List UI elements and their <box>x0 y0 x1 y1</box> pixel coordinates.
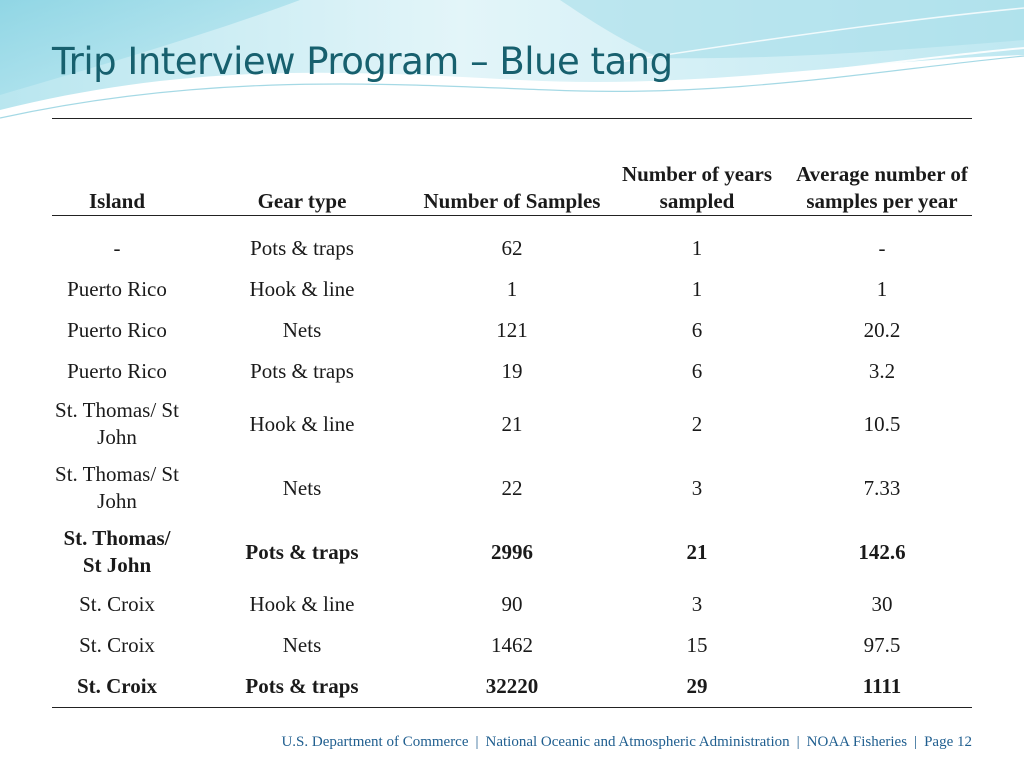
cell-years: 2 <box>691 411 703 436</box>
cell-island: Puerto Rico <box>67 277 167 301</box>
cell-samples: 2996 <box>491 539 533 564</box>
cell-average: 30 <box>871 592 893 616</box>
footer-separator: | <box>796 734 800 750</box>
cell-samples: 90 <box>501 592 523 616</box>
cell-gear-type: Hook & line <box>249 592 355 616</box>
cell-island: Puerto Rico <box>67 359 167 383</box>
cell-years: 15 <box>686 633 708 657</box>
footer-department: U.S. Department of Commerce <box>281 734 469 750</box>
cell-average: 3.2 <box>868 359 896 383</box>
footer-separator: | <box>914 734 918 750</box>
table-row <box>52 456 972 520</box>
header-gear-type: Gear type <box>182 119 422 216</box>
cell-average: - <box>878 236 886 260</box>
table-row <box>52 392 972 456</box>
footer-page-number: Page 12 <box>924 734 972 750</box>
cell-island: St. Thomas/ St John <box>63 526 171 577</box>
cell-gear-type: Pots & traps <box>250 359 354 383</box>
cell-average: 10.5 <box>863 411 901 436</box>
table-row <box>52 584 972 625</box>
cell-samples: 121 <box>496 318 528 342</box>
table-row <box>52 310 972 351</box>
cell-gear-type: Nets <box>282 475 322 500</box>
cell-island: - <box>113 236 121 260</box>
cell-island: St. Thomas/ St John <box>55 398 179 449</box>
table-header-row <box>52 119 972 216</box>
cell-gear-type: Hook & line <box>249 411 355 436</box>
table-row <box>52 351 972 392</box>
table-row <box>52 625 972 666</box>
cell-gear-type: Hook & line <box>249 277 355 301</box>
cell-island: St. Croix <box>79 592 155 616</box>
cell-gear-type: Pots & traps <box>250 236 354 260</box>
cell-island: St. Croix <box>52 666 182 708</box>
table-row-highlighted <box>52 520 972 584</box>
header-number-of-samples: Number of Samples <box>422 119 602 216</box>
cell-samples: 1462 <box>491 633 533 657</box>
header-number-of-years: Number of years sampled <box>602 119 792 216</box>
cell-years: 3 <box>691 475 703 500</box>
slide-footer <box>281 734 972 751</box>
cell-island: Puerto Rico <box>67 318 167 342</box>
cell-average: 1111 <box>792 666 972 708</box>
cell-average: 7.33 <box>863 475 901 500</box>
cell-samples: 62 <box>501 236 523 260</box>
cell-years: 6 <box>691 359 703 383</box>
header-average-samples: Average number of samples per year <box>792 119 972 216</box>
cell-years: 21 <box>686 539 708 564</box>
cell-gear-type: Pots & traps <box>182 666 422 708</box>
cell-samples: 21 <box>501 411 523 436</box>
footer-agency: NOAA Fisheries <box>806 734 908 750</box>
samples-table <box>52 118 972 708</box>
cell-island: St. Croix <box>79 633 155 657</box>
cell-average: 142.6 <box>858 539 906 564</box>
table-row <box>52 216 972 270</box>
cell-samples: 19 <box>501 359 523 383</box>
table-row-highlighted <box>52 666 972 708</box>
header-island: Island <box>52 119 182 216</box>
cell-gear-type: Pots & traps <box>245 539 359 564</box>
cell-years: 1 <box>691 236 703 260</box>
cell-samples: 1 <box>506 277 518 301</box>
table-row <box>52 269 972 310</box>
cell-gear-type: Nets <box>282 633 322 657</box>
cell-island: St. Thomas/ St John <box>55 462 179 513</box>
cell-average: 20.2 <box>863 318 901 342</box>
cell-average: 97.5 <box>863 633 901 657</box>
cell-years: 1 <box>691 277 703 301</box>
cell-average: 1 <box>876 277 888 301</box>
cell-samples: 32220 <box>422 666 602 708</box>
cell-gear-type: Nets <box>282 318 322 342</box>
cell-samples: 22 <box>501 475 523 500</box>
cell-years: 3 <box>691 592 703 616</box>
footer-administration: National Oceanic and Atmospheric Administration <box>485 734 790 750</box>
footer-separator: | <box>475 734 479 750</box>
cell-years: 6 <box>691 318 703 342</box>
cell-years: 29 <box>602 666 792 708</box>
slide-title: Trip Interview Program – Blue tang <box>52 40 673 83</box>
